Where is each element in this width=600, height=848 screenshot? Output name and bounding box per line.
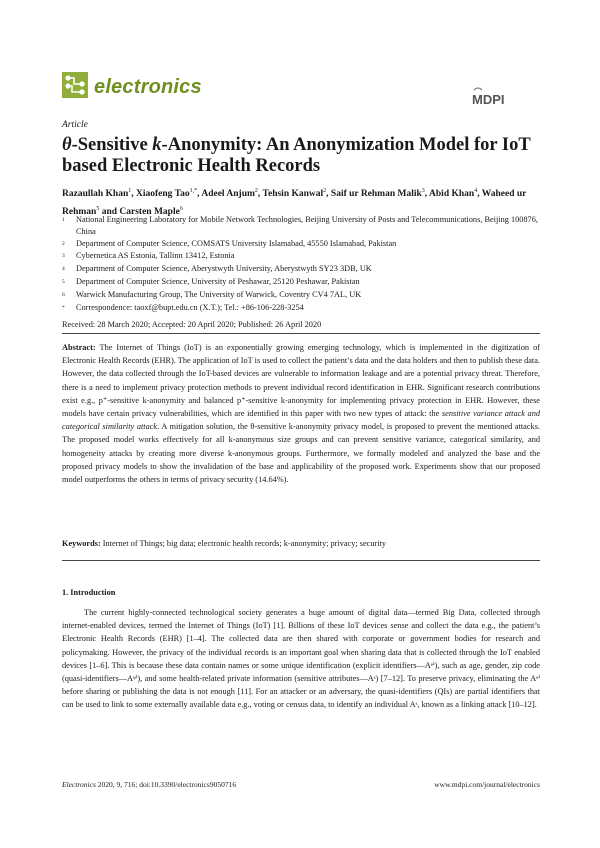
author[interactable]: Xiaofeng Tao$^{1,*}$ [136,188,198,200]
affiliation-row: 3 Cybernetica AS Estonia, Tallinn 13412, Estonia [62,251,235,261]
journal-logo-icon [62,72,88,98]
article-type: Article [62,120,88,130]
abstract-italic: sensitive variance attack and categorical similarity attack [62,409,540,432]
author[interactable]: Adeel Anjum$^2$ [201,188,258,200]
affiliations [62,214,540,314]
title-part1: -Sensitive [71,135,153,155]
keywords [62,538,540,550]
title-k: k [152,135,162,155]
divider [62,560,540,561]
publication-dates: Received: 28 March 2020; Accepted: 20 April 2020; Published: 26 April 2020 [62,320,322,329]
affiliation-row: 4 Department of Computer Science, Aberystwyth University, Aberystwyth SY23 3DB, UK [62,264,372,274]
section-heading: 1. Introduction [62,588,116,597]
title-theta: θ [62,135,72,155]
correspondence-row[interactable]: * Correspondence: taoxf@bupt.edu.cn (X.T.); Tel.: +86-106-228-3254 [62,302,304,312]
author[interactable]: Saif ur Rehman Malik$^3$ [330,188,425,200]
author[interactable]: Abid Khan$^4$ [429,188,478,200]
author[interactable]: Tehsin Kanwal$^2$ [262,188,327,200]
abstract-text-2: . A mitigation solution, the θ-sensitive k-anonymity privacy model, is proposed to prevent the mentioned attacks. The proposed model works effectively for all k-anonymous size groups and can prevent sensitive variance, categorical similarity, and homogeneity attacks by creating more diverse k-anonymous groups. Furthermore, we formally modeled and analyzed the base and the proposed privacy models to show the invalidation of the base and applicability of the proposed work. Experiments show that our proposed model outperforms the others in terms of privacy security (14.64%). [62,422,541,485]
mdpi-logo-text: MDPI [472,92,505,107]
journal-name: electronics [94,76,202,98]
footer-citation: Electronics 2020, 9, 716; doi:10.3390/electronics9050716 [62,780,237,789]
paper-title [62,135,542,177]
author[interactable]: Carsten Maple$^6$ [119,206,183,218]
author-list: Razaullah Khan$^1$, Xiaofeng Tao$^{1,*}$, Adeel Anjum$^2$, Tehsin Kanwal$^2$, Saif ur Rehman Malik$^3$, Abid Khan$^4$, Waheed ur Rehman$^5$ and Carsten Maple$^6$ [62,188,527,218]
footer-url[interactable]: www.mdpi.com/journal/electronics [434,780,540,789]
mdpi-logo-icon [468,86,530,108]
divider [62,333,540,334]
abstract [62,341,540,486]
section-body: The current highly-connected technological society generates a huge amount of digital data—termed Big Data, collected through internet-enabled devices, termed the Internet of Things (IoT) [1]. Billions of these IoT devices sense and collect the data e.g., the patient’s Electronic Health Records (EHR) [1–4]. The collected data are then shared with corporate or government bodies for research and policymaking. However, the privacy of the individual records is an important goal when sharing data that is collected through the IoT enabled devices [1–6]. This is because these data contain names or some unique identification (explicit identifiers—Aᵉⁱ), such as age, gender, zip code (quasi-identifiers—Aᵠⁱ), and some health-related private information (sensitive attributes—Aˢ) [7–12]. To preserve privacy, eliminating the Aᵉⁱ before sharing or publishing the data is not enough [11]. For an attacker or an adversary, the quasi-identifiers (QIs) are partial identifiers that can be used to link to some externally available data e.g., voting or census data, to identify an individual Aˢ, known as a linking attack [10–12]. [62,608,540,710]
affiliation-row: 5 Department of Computer Science, University of Peshawar, 25120 Peshawar, Pakistan [62,276,360,286]
author[interactable]: Razaullah Khan$^1$ [62,188,132,200]
affiliation-row: 6 Warwick Manufacturing Group, The University of Warwick, Coventry CV4 7AL, UK [62,289,362,299]
keywords-text: Internet of Things; big data; electronic health records; k-anonymity; privacy; security [100,539,387,548]
affiliation-row: 2 Department of Computer Science, COMSATS University Islamabad, 45550 Islamabad, Pakistan [62,238,397,248]
abstract-label: Abstract: [62,343,96,352]
keywords-label: Keywords: [62,539,101,548]
abstract-text-1: The Internet of Things (IoT) is an exponentially growing emerging technology, which is implemented in the digitization of Electronic Health Records (EHR). The application of IoT is used to collect the patient’s data and the data holders and then to publish these data. However, the data collected through the IoT-based devices are vulnerable to information leakage and are a potential privacy threat. Therefore, there is a need to implement privacy protection methods to prevent individual record identification in EHR. Significant research contributions exist e.g., p⁺-sensitive k-anonymity and balanced p⁺-sensitive k-anonymity for implementing privacy protection in EHR. However, these models have certain privacy vulnerabilities, which are identified in this paper with two new types of attack: the [62,343,540,419]
title-part2: -Anonymity: An Anonymization Model for IoT based Electronic Health Records [62,135,531,176]
author[interactable]: Waheed ur Rehman$^5$ [62,189,527,218]
affiliation-row: 1 National Engineering Laboratory for Mobile Network Technologies, Beijing University of Posts and Telecommunications, Beijing 100876, China [62,215,538,236]
